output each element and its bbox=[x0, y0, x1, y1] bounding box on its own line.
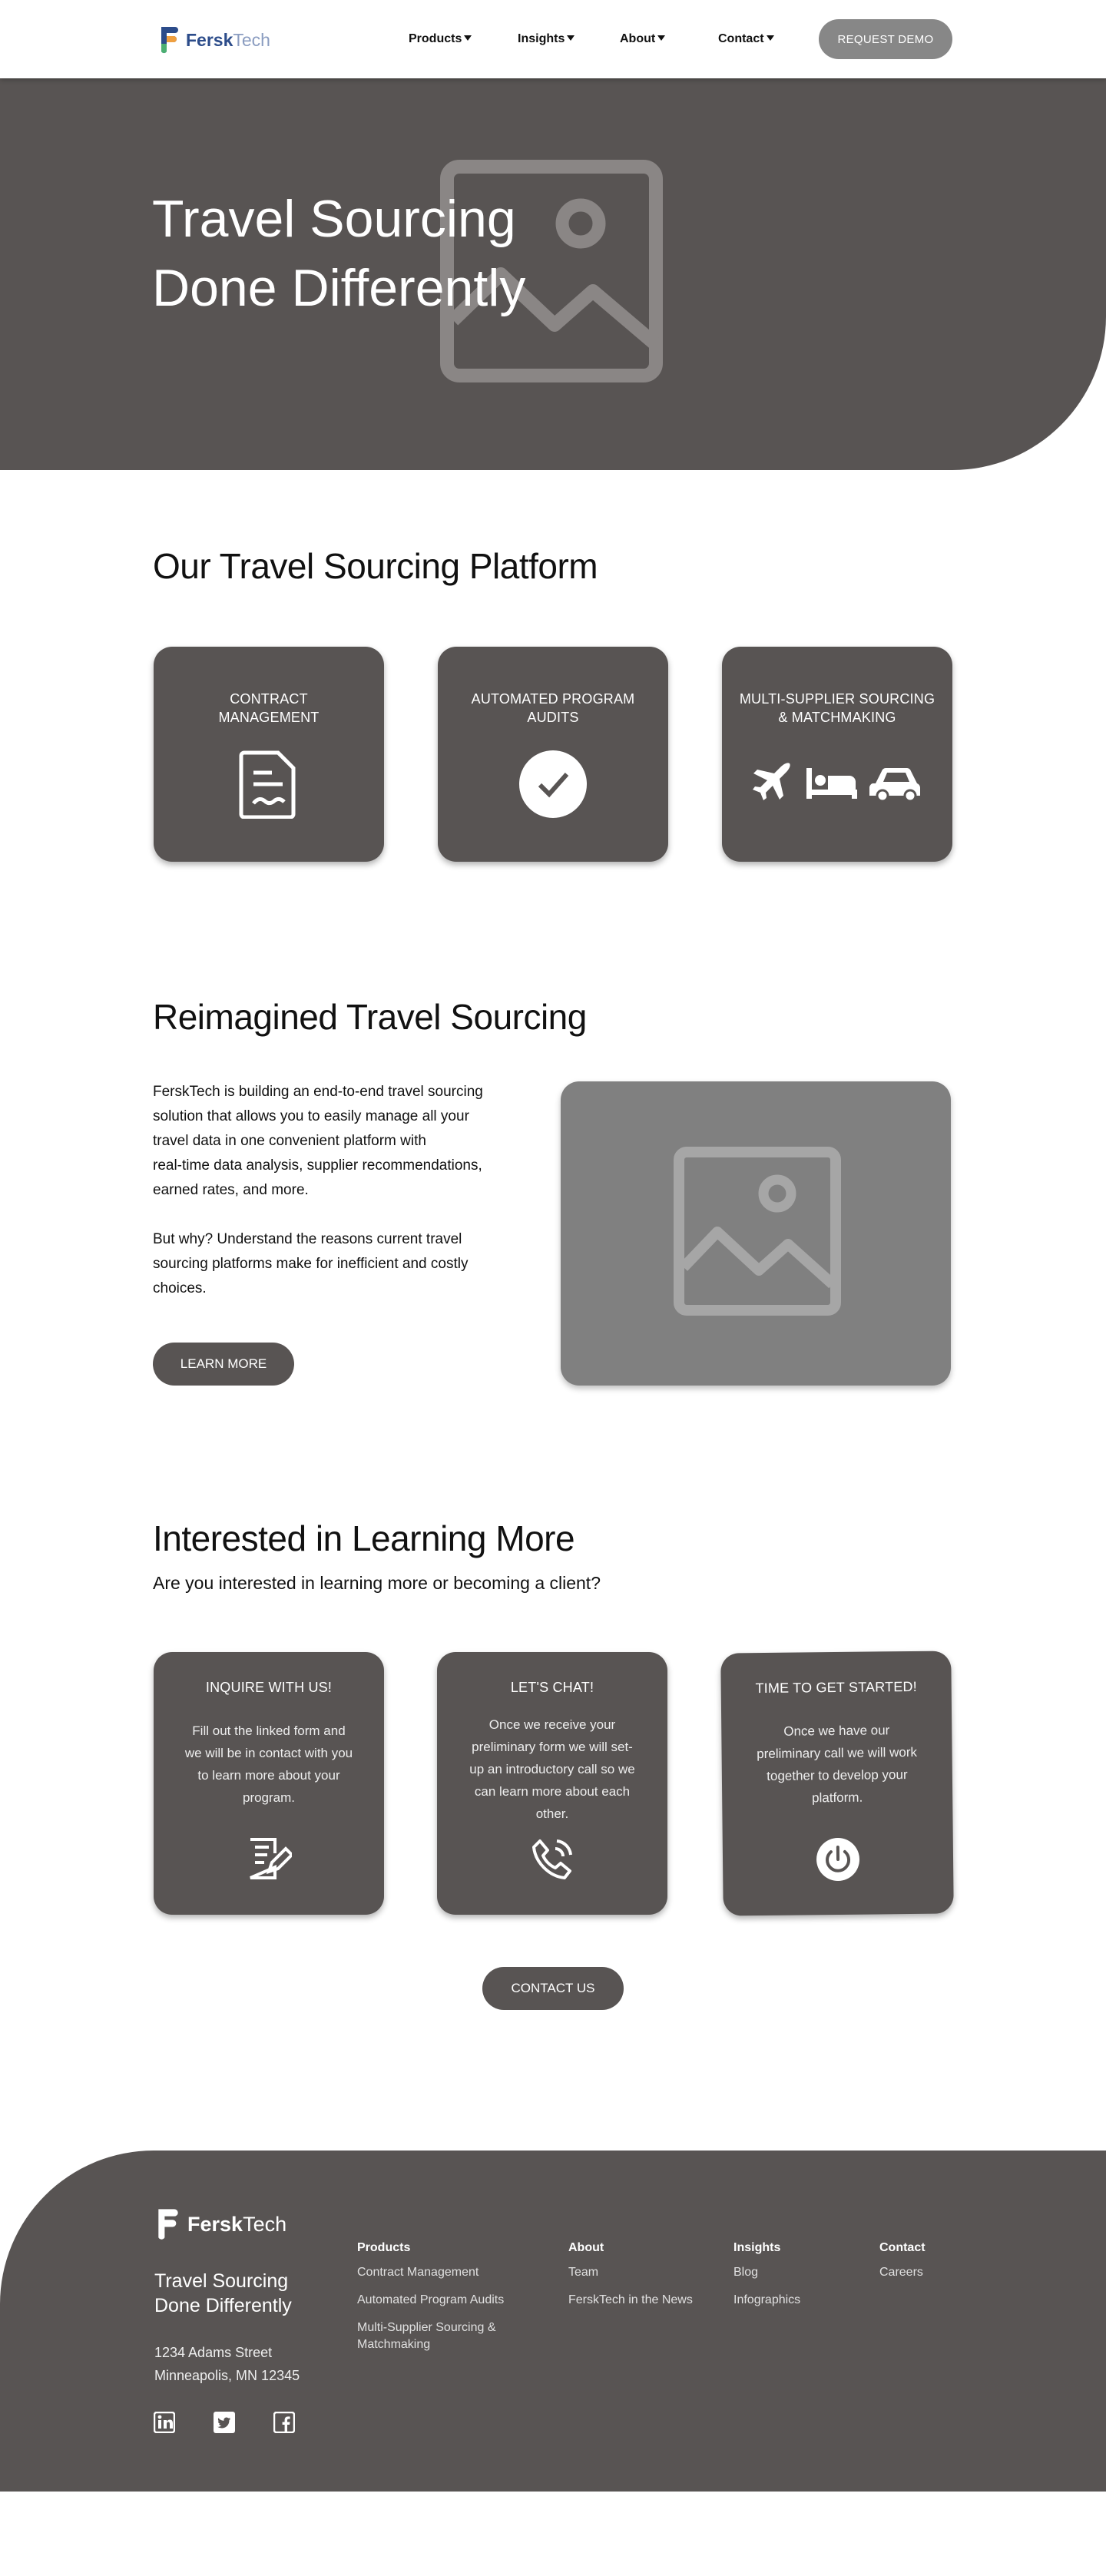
footer-link[interactable]: Automated Program Audits bbox=[357, 2292, 518, 2309]
brand-logo[interactable] bbox=[160, 25, 270, 55]
nav-about[interactable]: About bbox=[620, 32, 665, 46]
footer-link[interactable]: Team bbox=[568, 2264, 693, 2281]
logo-mark-icon bbox=[160, 25, 180, 55]
card-title: LET'S CHAT! bbox=[437, 1678, 667, 1697]
footer-column-products bbox=[357, 2241, 518, 2364]
request-demo-button[interactable]: REQUEST DEMO bbox=[819, 19, 952, 59]
footer-column-insights bbox=[733, 2241, 800, 2319]
image-placeholder-icon bbox=[673, 1146, 842, 1316]
reimagined-image bbox=[561, 1081, 951, 1386]
platform-section-title: Our Travel Sourcing Platform bbox=[153, 545, 598, 587]
learn-more-button[interactable]: LEARN MORE bbox=[153, 1343, 294, 1386]
bed-icon bbox=[805, 760, 859, 803]
footer-link[interactable]: FerskTech in the News bbox=[568, 2292, 693, 2309]
chevron-down-icon bbox=[464, 35, 472, 41]
site-footer bbox=[0, 2151, 1106, 2492]
footer-heading: Products bbox=[357, 2241, 518, 2255]
card-title: TIME TO GET STARTED! bbox=[721, 1677, 952, 1697]
nav-insights[interactable]: Insights bbox=[518, 32, 575, 46]
chevron-down-icon bbox=[767, 35, 774, 41]
card-body: Once we receive your preliminary form we will set-up an introductory call so we can learn more about each other. bbox=[468, 1713, 637, 1825]
footer-logo[interactable] bbox=[157, 2207, 286, 2241]
footer-link[interactable]: Multi-Supplier Sourcing & Matchmaking bbox=[357, 2319, 518, 2353]
interested-section-title: Interested in Learning More bbox=[153, 1518, 575, 1559]
hero-section bbox=[0, 78, 1106, 470]
get-started-card[interactable] bbox=[720, 1651, 954, 1915]
card-title: CONTRACT MANAGEMENT bbox=[154, 690, 384, 727]
lets-chat-card[interactable] bbox=[437, 1652, 667, 1915]
footer-link[interactable]: Blog bbox=[733, 2264, 800, 2281]
car-icon bbox=[869, 760, 923, 803]
logo-mark-icon bbox=[157, 2207, 180, 2241]
top-navigation bbox=[0, 0, 1106, 78]
logo-wordmark: FerskTech bbox=[186, 30, 270, 51]
checkmark-circle-icon bbox=[518, 750, 588, 819]
reimagined-section-title: Reimagined Travel Sourcing bbox=[153, 996, 587, 1038]
footer-heading: Insights bbox=[733, 2241, 800, 2255]
footer-link[interactable]: Contract Management bbox=[357, 2264, 518, 2281]
footer-link[interactable]: Careers bbox=[879, 2264, 926, 2281]
inquire-card[interactable] bbox=[154, 1652, 384, 1915]
footer-heading: Contact bbox=[879, 2241, 926, 2255]
reimagined-paragraph-1: FerskTech is building an end-to-end travel sourcing solution that allows you to easily manage all your travel data in one convenient platform with real-time data analysis, supplier recommendations, earned rates, and more. bbox=[153, 1080, 522, 1203]
twitter-icon[interactable] bbox=[214, 2412, 235, 2433]
hero-title: Travel Sourcing Done Differently bbox=[152, 184, 525, 323]
nav-products[interactable]: Products bbox=[409, 32, 472, 46]
interested-subtitle: Are you interested in learning more or becoming a client? bbox=[153, 1573, 601, 1594]
footer-address: 1234 Adams Street Minneapolis, MN 12345 bbox=[154, 2341, 300, 2387]
footer-tagline: Travel Sourcing Done Differently bbox=[154, 2269, 292, 2318]
power-icon bbox=[815, 1836, 862, 1883]
contract-management-card[interactable] bbox=[154, 647, 384, 862]
chevron-down-icon bbox=[567, 35, 575, 41]
card-body: Fill out the linked form and we will be in contact with you to learn more about your program. bbox=[184, 1720, 353, 1809]
footer-column-contact bbox=[879, 2241, 926, 2292]
facebook-icon[interactable] bbox=[273, 2412, 295, 2433]
form-edit-icon bbox=[246, 1836, 292, 1881]
card-title: INQUIRE WITH US! bbox=[154, 1678, 384, 1697]
airplane-icon bbox=[751, 760, 794, 803]
footer-link[interactable]: Infographics bbox=[733, 2292, 800, 2309]
nav-contact[interactable]: Contact bbox=[718, 32, 774, 46]
contact-us-button[interactable]: CONTACT US bbox=[482, 1967, 624, 2010]
card-title: AUTOMATED PROGRAM AUDITS bbox=[438, 690, 668, 727]
footer-heading: About bbox=[568, 2241, 693, 2255]
card-body: Once we have our preliminary call we will work together to develop your platform. bbox=[752, 1719, 922, 1809]
program-audits-card[interactable] bbox=[438, 647, 668, 862]
multi-supplier-card[interactable] bbox=[722, 647, 952, 862]
footer-logo-wordmark: FerskTech bbox=[187, 2213, 286, 2237]
phone-icon bbox=[529, 1836, 575, 1882]
chevron-down-icon bbox=[657, 35, 665, 41]
footer-column-about bbox=[568, 2241, 693, 2319]
reimagined-paragraph-2: But why? Understand the reasons current travel sourcing platforms make for inefficient and costly choices. bbox=[153, 1227, 522, 1301]
linkedin-icon[interactable] bbox=[154, 2412, 175, 2433]
document-signature-icon bbox=[238, 750, 300, 819]
card-title: MULTI-SUPPLIER SOURCING & MATCHMAKING bbox=[722, 690, 952, 727]
